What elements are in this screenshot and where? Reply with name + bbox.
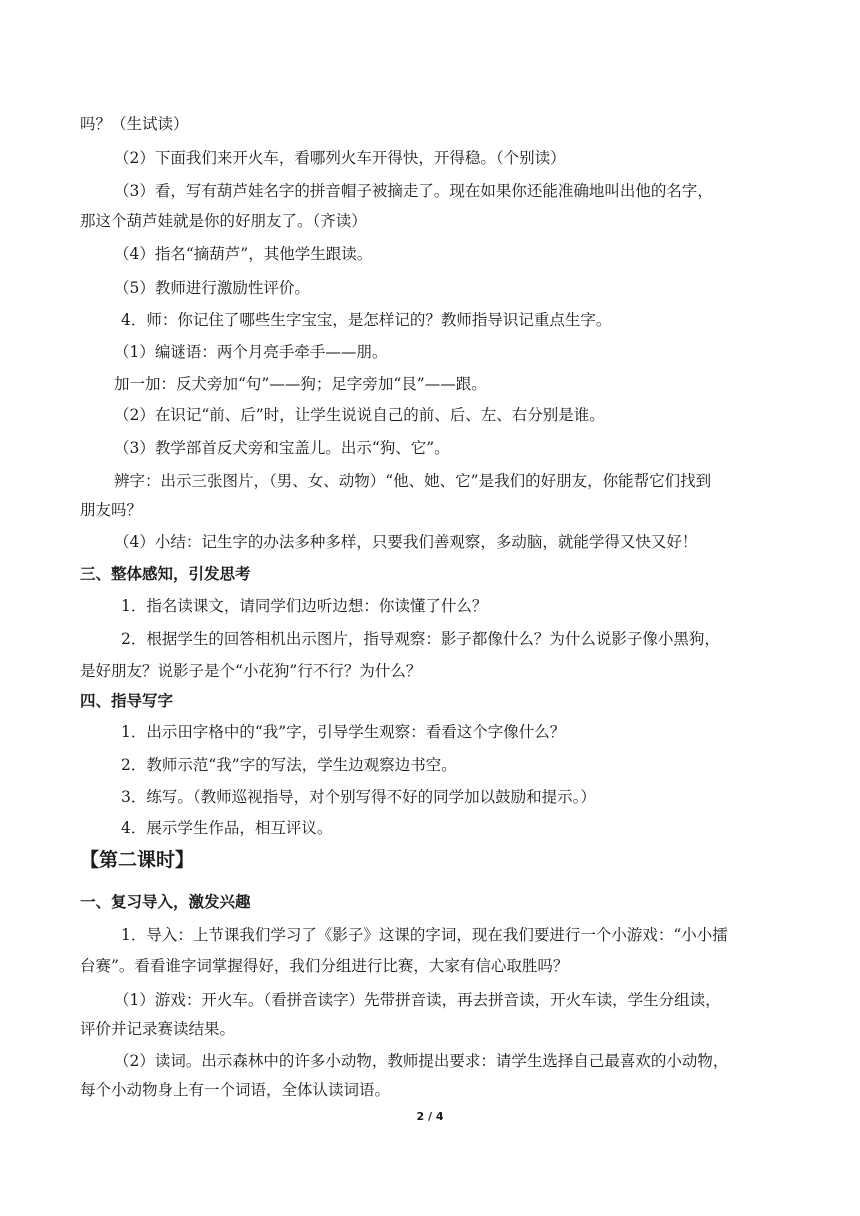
text-line: 4．师：你记住了哪些生字宝宝，是怎样记的？教师指导识记重点生字。 (121, 311, 612, 329)
page-number: 2 / 4 (416, 1110, 444, 1123)
text-line: 是好朋友？说影子是个“小花狗”行不行？为什么？ (80, 662, 422, 680)
text-line: 辨字：出示三张图片，（男、女、动物）“他、她、它”是我们的好朋友，你能帮它们找到 (114, 472, 712, 490)
text-line: 那这个葫芦娃就是你的好朋友了。（齐读） (80, 212, 367, 230)
text-line: 2．教师示范“我”字的写法，学生边观察边书空。 (121, 756, 457, 774)
text-line: （1）编谜语：两个月亮手牵手——朋。 (114, 343, 388, 361)
text-line: （2）读词。出示森林中的许多小动物，教师提出要求：请学生选择自己最喜欢的小动物， (114, 1052, 729, 1070)
text-line: （5）教师进行激励性评价。 (114, 279, 310, 297)
text-line: 吗？（生试读） (80, 115, 189, 133)
text-line: （1）游戏：开火车。（看拼音读字）先带拼音读，再去拼音读，开火车读，学生分组读， (114, 991, 721, 1009)
text-line: 1．出示田字格中的“我”字，引导学生观察：看看这个字像什么？ (121, 723, 566, 741)
text-line: （3）教学部首反犬旁和宝盖儿。出示“狗、它”。 (114, 439, 450, 457)
section-heading: 一、复习导入，激发兴趣 (80, 893, 251, 911)
text-line: （4）小结：记生字的办法多种多样，只要我们善观察，多动脑，就能学得又快又好！ (114, 533, 698, 551)
text-line: （2）在识记“前、后”时，让学生说说自己的前、后、左、右分别是谁。 (114, 406, 605, 424)
text-line: 台赛”。看看谁字词掌握得好，我们分组进行比赛，大家有信心取胜吗？ (80, 957, 569, 975)
text-line: （4）指名“摘葫芦”，其他学生跟读。 (114, 245, 373, 263)
text-line: 朋友吗？ (80, 501, 143, 519)
text-line: 3．练写。（教师巡视指导，对个别写得不好的同学加以鼓励和提示。） (121, 788, 596, 806)
text-line: 每个小动物身上有一个词语，全体认读词语。 (80, 1081, 391, 1099)
section-heading: 四、指导写字 (80, 692, 174, 710)
text-line: 1．导入：上节课我们学习了《影子》这课的字词，现在我们要进行一个小游戏：“小小擂 (121, 926, 728, 944)
lesson-heading: 【第二课时】 (80, 849, 195, 871)
text-line: 评价并记录赛读结果。 (80, 1020, 236, 1038)
text-line: 4．展示学生作品，相互评议。 (121, 819, 333, 837)
text-line: （2）下面我们来开火车，看哪列火车开得快，开得稳。（个别读） (114, 149, 566, 167)
text-line: （3）看，写有葫芦娃名字的拼音帽子被摘走了。现在如果你还能准确地叫出他的名字， (114, 182, 713, 200)
section-heading: 三、整体感知，引发思考 (80, 565, 251, 583)
text-line: 加一加：反犬旁加“句”——狗；足字旁加“艮”——跟。 (114, 375, 487, 393)
text-line: 2．根据学生的回答相机出示图片，指导观察：影子都像什么？为什么说影子像小黑狗， (121, 630, 720, 648)
text-line: 1．指名读课文，请同学们边听边想：你读懂了什么？ (121, 597, 488, 615)
